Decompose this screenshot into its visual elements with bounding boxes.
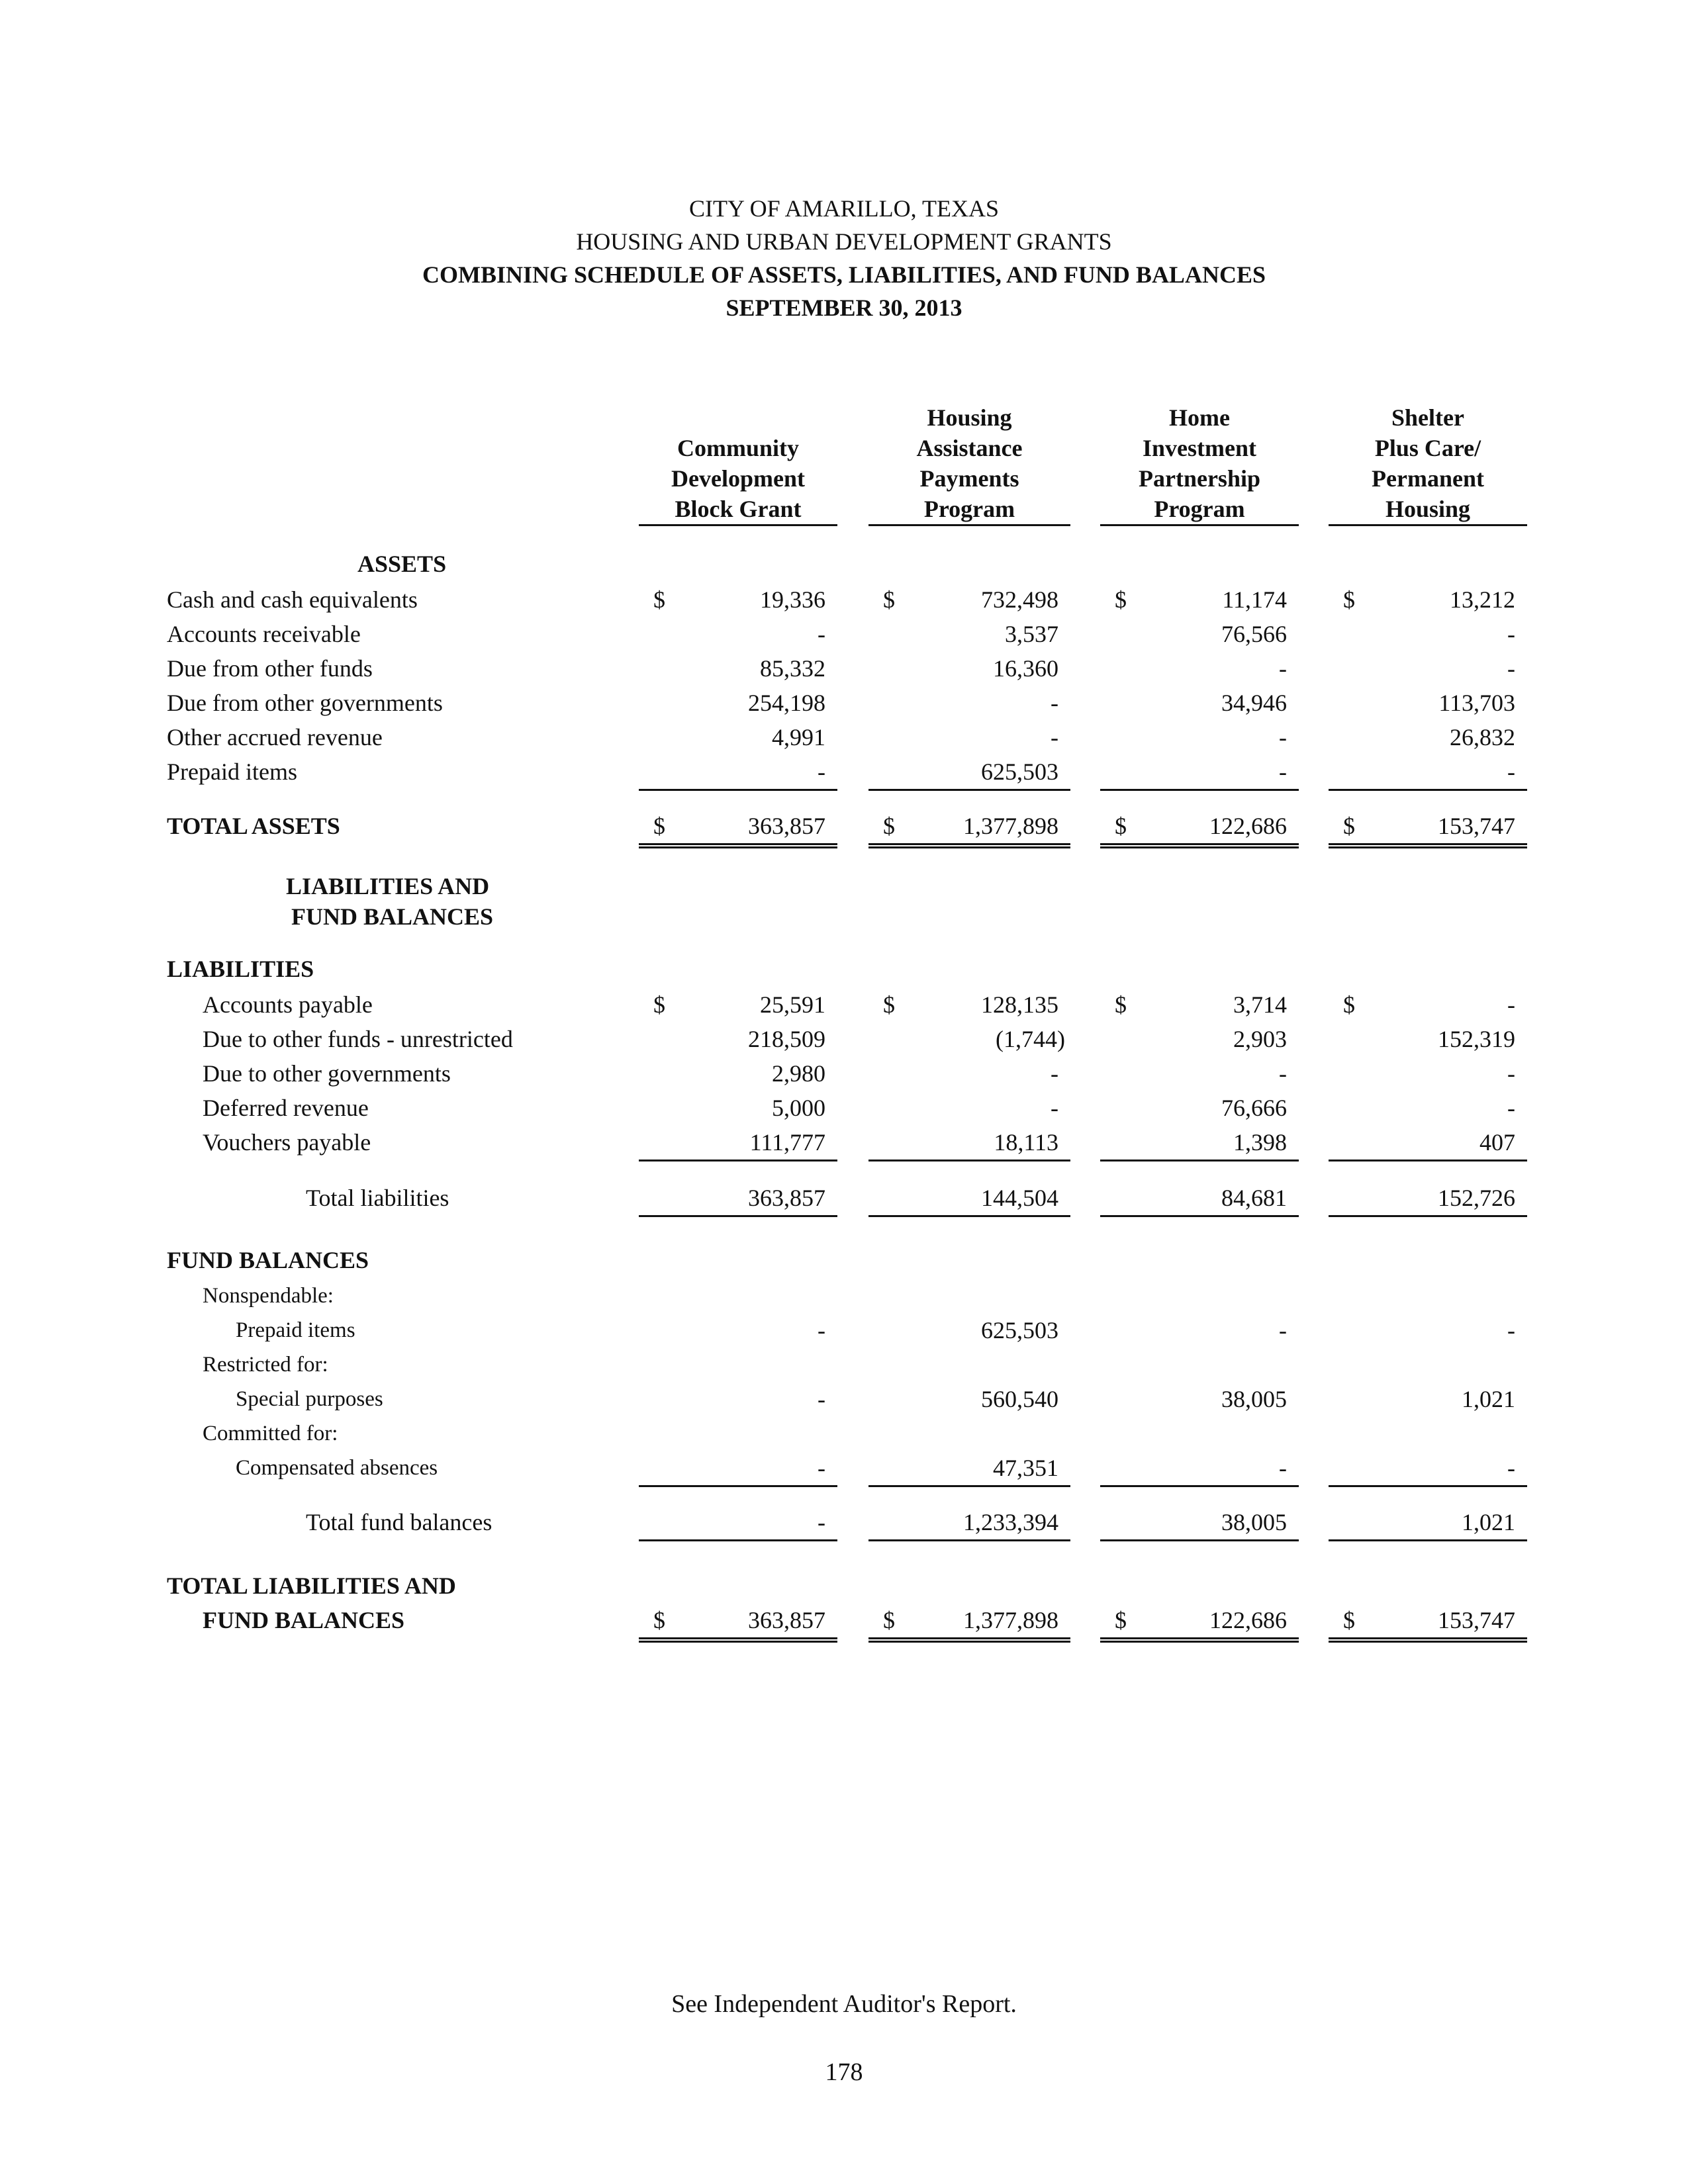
value-shelter: 26,832 bbox=[1450, 724, 1515, 751]
column-header-line: Development bbox=[671, 465, 805, 492]
currency-symbol: $ bbox=[653, 1607, 665, 1633]
value-hap: 625,503 bbox=[981, 1317, 1058, 1343]
currency-symbol: $ bbox=[1115, 586, 1127, 613]
subtotal-row bbox=[0, 1181, 1688, 1215]
value-cdbg: - bbox=[818, 1509, 825, 1535]
value-cdbg: 19,336 bbox=[760, 586, 825, 613]
row-label: Cash and cash equivalents bbox=[167, 586, 418, 613]
value-cdbg: - bbox=[818, 1317, 825, 1343]
currency-symbol: $ bbox=[883, 991, 895, 1018]
column-header-line: Investment bbox=[1143, 435, 1256, 461]
row-label: Accounts payable bbox=[203, 991, 373, 1018]
value-hap: 3,537 bbox=[1005, 621, 1058, 647]
section-heading-liabilities: LIABILITIES bbox=[167, 956, 314, 982]
table-row bbox=[0, 617, 1688, 651]
title-statement: COMBINING SCHEDULE OF ASSETS, LIABILITIES, AND FUND BALANCES bbox=[422, 261, 1266, 288]
table-row bbox=[0, 1451, 1688, 1485]
column-header-line: Payments bbox=[919, 465, 1019, 492]
value-hap: - bbox=[1051, 690, 1058, 716]
value-home: - bbox=[1279, 1455, 1287, 1481]
column-header-line: Housing bbox=[927, 404, 1012, 431]
table-row bbox=[0, 686, 1688, 720]
value-cdbg: - bbox=[818, 1386, 825, 1412]
column-header-cdbg bbox=[639, 397, 837, 526]
value-home: 122,686 bbox=[1209, 813, 1287, 839]
section-heading-liabilities-fund-balances: FUND BALANCES bbox=[291, 903, 494, 930]
value-cdbg: 363,857 bbox=[748, 1607, 825, 1633]
row-label: Deferred revenue bbox=[203, 1095, 369, 1121]
currency-symbol: $ bbox=[1343, 991, 1355, 1018]
value-hap: 625,503 bbox=[981, 758, 1058, 785]
value-home: 1,398 bbox=[1233, 1129, 1287, 1156]
value-hap: 1,377,898 bbox=[963, 1607, 1058, 1633]
value-shelter: - bbox=[1507, 991, 1515, 1018]
value-shelter: - bbox=[1507, 655, 1515, 682]
currency-symbol: $ bbox=[883, 813, 895, 839]
value-home: 76,666 bbox=[1221, 1095, 1287, 1121]
value-cdbg: 5,000 bbox=[772, 1095, 825, 1121]
value-hap: 1,233,394 bbox=[963, 1509, 1058, 1535]
value-cdbg: 254,198 bbox=[748, 690, 825, 716]
section-heading-assets: ASSETS bbox=[357, 551, 447, 577]
row-label: TOTAL ASSETS bbox=[167, 813, 340, 839]
value-shelter: - bbox=[1507, 1455, 1515, 1481]
column-header-line: Assistance bbox=[916, 435, 1023, 461]
column-header-home bbox=[1100, 397, 1299, 526]
row-label: Accounts receivable bbox=[167, 621, 361, 647]
row-label: Prepaid items bbox=[236, 1318, 355, 1342]
value-cdbg: 25,591 bbox=[760, 991, 825, 1018]
value-home: - bbox=[1279, 724, 1287, 751]
value-shelter: 152,726 bbox=[1438, 1185, 1515, 1211]
value-hap: 16,360 bbox=[993, 655, 1058, 682]
value-hap: - bbox=[1051, 724, 1058, 751]
value-hap: - bbox=[1051, 1060, 1058, 1087]
row-label: Other accrued revenue bbox=[167, 724, 383, 751]
value-shelter: 1,021 bbox=[1462, 1509, 1515, 1535]
value-hap: 1,377,898 bbox=[963, 813, 1058, 839]
table-row bbox=[0, 1056, 1688, 1091]
value-home: 2,903 bbox=[1233, 1026, 1287, 1052]
value-hap: (1,744) bbox=[996, 1026, 1065, 1052]
column-header-line: Program bbox=[923, 496, 1015, 522]
report-title bbox=[0, 192, 1688, 324]
subheading-committed: Committed for: bbox=[203, 1422, 338, 1445]
table-row bbox=[0, 651, 1688, 686]
value-home: 84,681 bbox=[1221, 1185, 1287, 1211]
column-header-line: Housing bbox=[1385, 496, 1471, 522]
value-home: - bbox=[1279, 758, 1287, 785]
currency-symbol: $ bbox=[653, 813, 665, 839]
value-cdbg: 111,777 bbox=[749, 1129, 825, 1156]
value-cdbg: 85,332 bbox=[760, 655, 825, 682]
table-row bbox=[0, 987, 1688, 1022]
value-hap: 18,113 bbox=[994, 1129, 1058, 1156]
value-cdbg: 2,980 bbox=[772, 1060, 825, 1087]
title-date: SEPTEMBER 30, 2013 bbox=[726, 295, 962, 321]
value-home: - bbox=[1279, 655, 1287, 682]
currency-symbol: $ bbox=[883, 586, 895, 613]
value-shelter: - bbox=[1507, 1095, 1515, 1121]
value-shelter: 153,747 bbox=[1438, 813, 1515, 839]
value-shelter: - bbox=[1507, 758, 1515, 785]
value-hap: 128,135 bbox=[981, 991, 1058, 1018]
value-shelter: 113,703 bbox=[1438, 690, 1515, 716]
table-row bbox=[0, 582, 1688, 617]
value-shelter: - bbox=[1507, 1060, 1515, 1087]
column-header-line: Home bbox=[1169, 404, 1230, 431]
column-header-line: Partnership bbox=[1139, 465, 1260, 492]
value-cdbg: 4,991 bbox=[772, 724, 825, 751]
value-hap: - bbox=[1051, 1095, 1058, 1121]
value-shelter: - bbox=[1507, 621, 1515, 647]
row-label: FUND BALANCES bbox=[203, 1607, 405, 1633]
table-row bbox=[0, 720, 1688, 754]
column-header-line: Plus Care/ bbox=[1374, 435, 1481, 461]
value-home: 76,566 bbox=[1221, 621, 1287, 647]
value-cdbg: 363,857 bbox=[748, 813, 825, 839]
row-label: TOTAL LIABILITIES AND bbox=[167, 1572, 456, 1599]
value-shelter: 153,747 bbox=[1438, 1607, 1515, 1633]
title-entity: CITY OF AMARILLO, TEXAS bbox=[688, 195, 1000, 222]
value-home: 11,174 bbox=[1222, 586, 1287, 613]
value-hap: 47,351 bbox=[993, 1455, 1058, 1481]
row-label: Prepaid items bbox=[167, 758, 297, 785]
value-hap: 144,504 bbox=[981, 1185, 1058, 1211]
table-row bbox=[0, 1091, 1688, 1125]
column-header-shelter bbox=[1329, 397, 1527, 526]
value-shelter: 407 bbox=[1479, 1129, 1515, 1156]
column-header-line: Community bbox=[677, 435, 799, 461]
value-cdbg: - bbox=[818, 621, 825, 647]
table-row bbox=[0, 754, 1688, 789]
currency-symbol: $ bbox=[653, 586, 665, 613]
row-label: Compensated absences bbox=[236, 1456, 438, 1480]
value-cdbg: 363,857 bbox=[748, 1185, 825, 1211]
currency-symbol: $ bbox=[1343, 1607, 1355, 1633]
table-row bbox=[0, 1313, 1688, 1347]
page-number: 178 bbox=[825, 2058, 863, 2086]
column-header-line: Permanent bbox=[1372, 465, 1484, 492]
row-label: Due from other funds bbox=[167, 655, 373, 682]
currency-symbol: $ bbox=[653, 991, 665, 1018]
column-header-line: Block Grant bbox=[675, 496, 802, 522]
value-cdbg: - bbox=[818, 758, 825, 785]
value-home: 3,714 bbox=[1233, 991, 1287, 1018]
value-cdbg: - bbox=[818, 1455, 825, 1481]
value-home: 122,686 bbox=[1209, 1607, 1287, 1633]
subtotal-row bbox=[0, 1505, 1688, 1539]
currency-symbol: $ bbox=[1343, 586, 1355, 613]
currency-symbol: $ bbox=[1115, 1607, 1127, 1633]
currency-symbol: $ bbox=[1343, 813, 1355, 839]
value-cdbg: 218,509 bbox=[748, 1026, 825, 1052]
currency-symbol: $ bbox=[883, 1607, 895, 1633]
table-row bbox=[0, 1382, 1688, 1416]
column-header-hap bbox=[868, 397, 1070, 526]
auditor-report-note: See Independent Auditor's Report. bbox=[671, 1990, 1017, 2018]
value-home: 34,946 bbox=[1221, 690, 1287, 716]
value-home: 38,005 bbox=[1221, 1509, 1287, 1535]
value-shelter: - bbox=[1507, 1317, 1515, 1343]
section-heading-liabilities-fund-balances: LIABILITIES AND bbox=[286, 873, 490, 899]
total-row bbox=[0, 809, 1688, 843]
subheading-restricted: Restricted for: bbox=[203, 1353, 328, 1377]
row-label: Special purposes bbox=[236, 1387, 383, 1411]
value-home: - bbox=[1279, 1060, 1287, 1087]
row-label: Vouchers payable bbox=[203, 1129, 371, 1156]
subheading-nonspendable: Nonspendable: bbox=[203, 1284, 334, 1308]
row-label: Due from other governments bbox=[167, 690, 443, 716]
value-home: 38,005 bbox=[1221, 1386, 1287, 1412]
value-hap: 560,540 bbox=[981, 1386, 1058, 1412]
column-header-line: Program bbox=[1154, 496, 1245, 522]
value-shelter: 13,212 bbox=[1450, 586, 1515, 613]
value-hap: 732,498 bbox=[981, 586, 1058, 613]
currency-symbol: $ bbox=[1115, 991, 1127, 1018]
column-header-line: Shelter bbox=[1391, 404, 1464, 431]
row-label: Total fund balances bbox=[306, 1509, 492, 1535]
currency-symbol: $ bbox=[1115, 813, 1127, 839]
section-heading-fund-balances: FUND BALANCES bbox=[167, 1247, 369, 1273]
table-row bbox=[0, 1125, 1688, 1160]
total-row bbox=[0, 1603, 1688, 1637]
value-shelter: 152,319 bbox=[1438, 1026, 1515, 1052]
table-row bbox=[0, 1022, 1688, 1056]
value-home: - bbox=[1279, 1317, 1287, 1343]
value-shelter: 1,021 bbox=[1462, 1386, 1515, 1412]
row-label: Due to other funds - unrestricted bbox=[203, 1026, 513, 1052]
title-fund: HOUSING AND URBAN DEVELOPMENT GRANTS bbox=[576, 228, 1112, 255]
row-label: Total liabilities bbox=[306, 1185, 449, 1211]
row-label: Due to other governments bbox=[203, 1060, 451, 1087]
